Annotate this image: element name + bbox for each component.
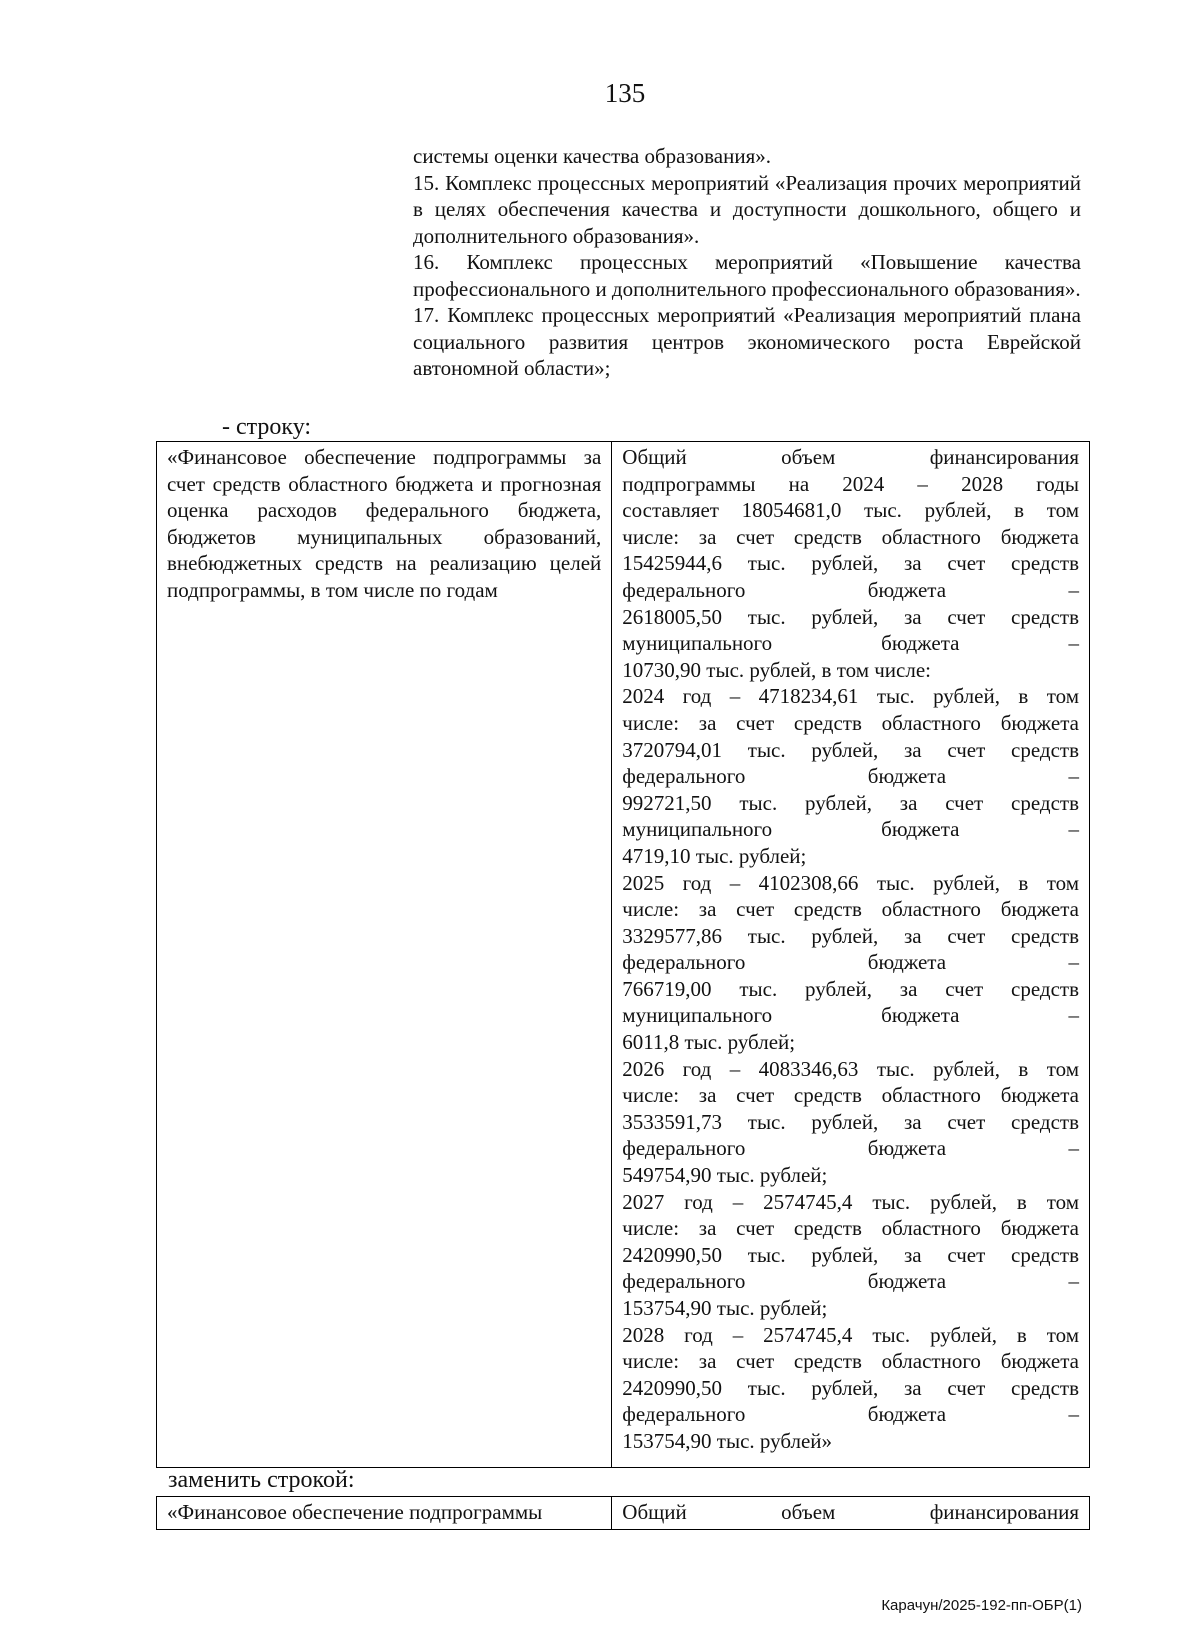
right-cell-line: подпрограммы на 2024 – 2028 годы [622, 471, 1079, 496]
right-cell-line: 2024 год – 4718234,61 тыс. рублей, в том [622, 684, 1079, 709]
right-cell-line: 2420990,50 тыс. рублей, за счет средств [622, 1375, 1079, 1400]
right-cell-line: числе: за счет средств областного бюджета [622, 1349, 1079, 1374]
table-row [157, 442, 1090, 1468]
right-cell-line: 2618005,50 тыс. рублей, за счет средств [622, 604, 1079, 629]
right-cell-line: 3533591,73 тыс. рублей, за счет средств [622, 1109, 1079, 1134]
right-cell-line: числе: за счет средств областного бюджета [622, 710, 1079, 735]
right-cell-line: 3329577,86 тыс. рублей, за счет средств [622, 923, 1079, 948]
right-cell-text: Общий объем финансирования [622, 1500, 1079, 1524]
table-cell-right [612, 442, 1090, 1468]
right-cell-line: числе: за счет средств областного бюджета [622, 524, 1079, 549]
right-cell-line: 4719,10 тыс. рублей; [622, 843, 807, 868]
page-number: 135 [604, 78, 646, 108]
right-cell-line: числе: за счет средств областного бюджета [622, 1216, 1079, 1241]
right-cell-line: 153754,90 тыс. рублей; [622, 1296, 828, 1320]
label-zamenit: заменить строкой: [168, 1467, 355, 1493]
right-cell-line: 153754,90 тыс. рублей» [622, 1428, 833, 1453]
right-cell-line: 2027 год – 2574745,4 тыс. рублей, в том [622, 1189, 1079, 1214]
right-cell-line: 549754,90 тыс. рублей; [622, 1163, 828, 1188]
document-code: Карачун/2025-192-пп-ОБР(1) [881, 1597, 1082, 1614]
right-cell-line: 2026 год – 4083346,63 тыс. рублей, в том [622, 1056, 1079, 1081]
table-row [157, 1497, 1090, 1530]
intro-item-16: 16. Комплекс процессных мероприятий «Повышение качества профессионального и дополнительного профессионального образования». [413, 250, 1081, 301]
right-cell-line: федерального бюджета – [622, 1269, 1079, 1294]
right-cell-line: муниципального бюджета – [622, 817, 1079, 842]
right-cell-line: муниципального бюджета – [622, 1003, 1079, 1028]
right-cell-line: 992721,50 тыс. рублей, за счет средств [622, 790, 1079, 815]
right-cell-line: составляет 18054681,0 тыс. рублей, в том [622, 498, 1079, 523]
left-cell-text: «Финансовое обеспечение подпрограммы за счет средств областного бюджета и прогнозная оценка расходов федерального бюджета, бюджетов муниципальных образований, внебюджетных средств на реализацию целей подпрограммы, в том числе по годам [167, 445, 602, 602]
right-cell-line: 2028 год – 2574745,4 тыс. рублей, в том [622, 1322, 1079, 1347]
left-cell-text: «Финансовое обеспечение подпрограммы [167, 1500, 543, 1524]
right-cell-line: 10730,90 тыс. рублей, в том числе: [622, 657, 931, 682]
right-cell-line: числе: за счет средств областного бюджета [622, 1083, 1079, 1108]
right-cell-line: муниципального бюджета – [622, 631, 1079, 656]
intro-line: системы оценки качества образования». [413, 144, 772, 168]
right-cell-line: федерального бюджета – [622, 1136, 1079, 1161]
right-cell-line: Общий объем финансирования [622, 445, 1079, 469]
right-cell-line: 2025 год – 4102308,66 тыс. рублей, в том [622, 870, 1079, 895]
right-cell-line: федерального бюджета – [622, 950, 1079, 975]
right-cell-line: федерального бюджета – [622, 764, 1079, 789]
right-cell-line: 766719,00 тыс. рублей, за счет средств [622, 976, 1079, 1001]
right-cell-line: 6011,8 тыс. рублей; [622, 1030, 796, 1055]
right-cell-line: 3720794,01 тыс. рублей, за счет средств [622, 737, 1079, 762]
table-cell-right [612, 1497, 1090, 1530]
financing-table-new [156, 1496, 1090, 1530]
right-cell-line: числе: за счет средств областного бюджета [622, 897, 1079, 922]
table-cell-left [157, 442, 612, 1468]
intro-item-15: 15. Комплекс процессных мероприятий «Реализация прочих мероприятий в целях обеспечения качества и доступности дошкольного, общего и дополнительного образования». [413, 170, 1081, 248]
right-cell-line: 2420990,50 тыс. рублей, за счет средств [622, 1242, 1079, 1267]
intro-item-17: 17. Комплекс процессных мероприятий «Реализация мероприятий плана социального развития центров экономического роста Еврейской автономной области»; [413, 303, 1081, 380]
label-stroku: - строку: [222, 414, 312, 440]
table-cell-left [157, 1497, 612, 1530]
right-cell-line: 15425944,6 тыс. рублей, за счет средств [622, 551, 1079, 576]
intro-text [413, 143, 1081, 382]
financing-table-old [156, 441, 1090, 1468]
right-cell-line: федерального бюджета – [622, 1402, 1079, 1427]
right-cell-line: федерального бюджета – [622, 577, 1079, 602]
